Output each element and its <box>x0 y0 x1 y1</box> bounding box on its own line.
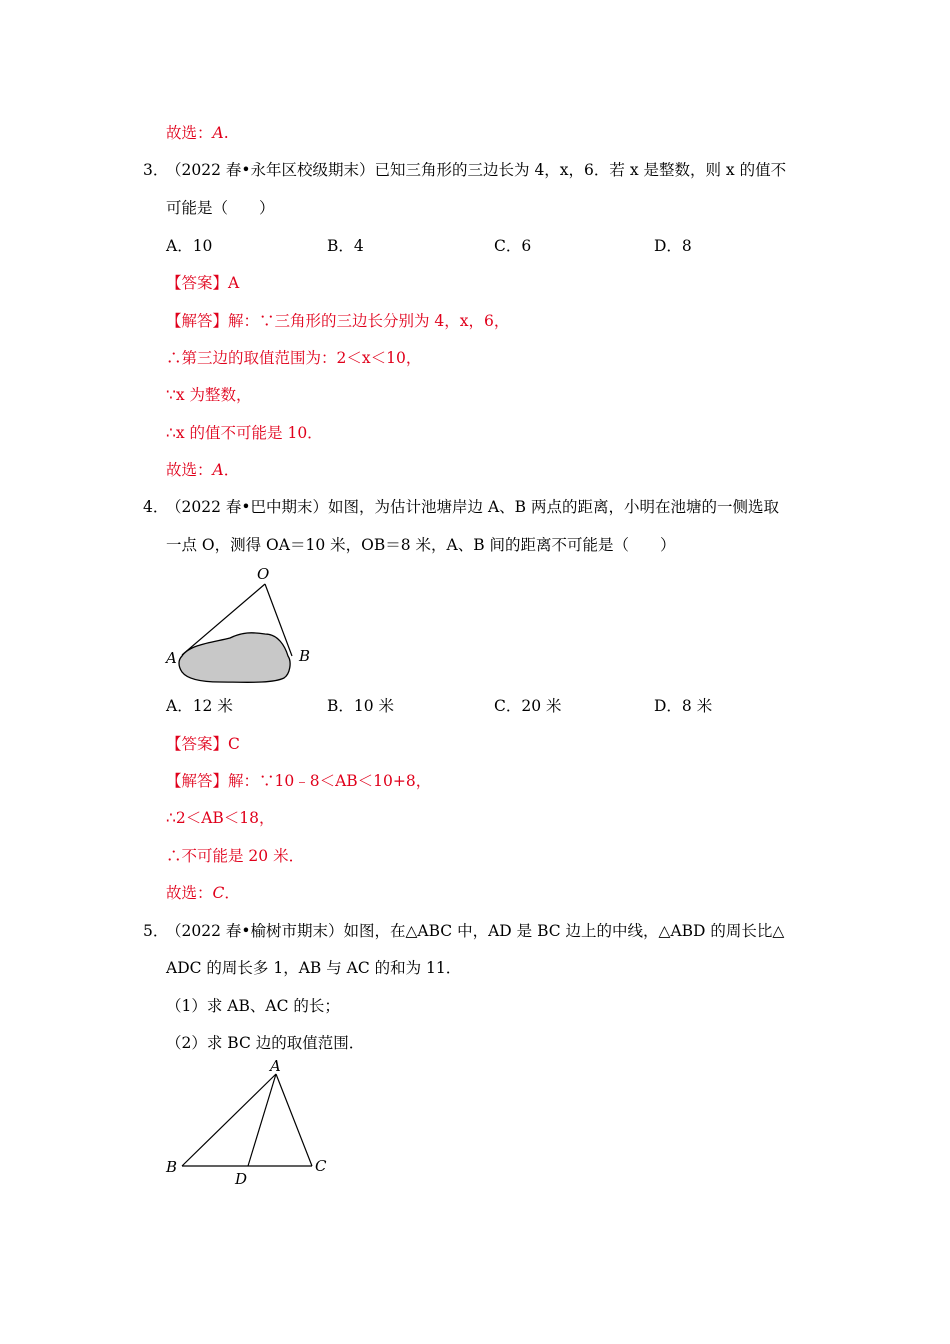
label-a: A <box>270 1058 281 1075</box>
q3-conclusion <box>166 460 239 480</box>
q3-stem-line2: 可能是（ ） <box>166 199 275 217</box>
q3-solution-line3: ∵x 为整数， <box>166 386 252 404</box>
q5-part1: （1）求 AB、AC 的长； <box>166 997 340 1015</box>
q4-option-d: D．8 米 <box>654 697 713 715</box>
q3-solution-line2: ∴第三边的取值范围为：2＜x＜10， <box>166 349 422 367</box>
q4-conclusion-answer: C <box>212 884 225 902</box>
q4-conclusion <box>166 883 240 903</box>
q3-option-c: C．6 <box>494 237 532 255</box>
q3-conclusion-label: 故选： <box>166 461 213 479</box>
q4-option-b: B．10 米 <box>327 697 395 715</box>
q2-conclusion-answer: A <box>212 124 224 142</box>
pond-shape <box>179 633 290 683</box>
q2-conclusion-label: 故选： <box>166 124 213 142</box>
q5-part2: （2）求 BC 边的取值范围． <box>166 1034 365 1052</box>
q4-answer: 【答案】C <box>166 735 240 753</box>
q4-solution-line2: ∴2＜AB＜18， <box>166 809 275 827</box>
q4-solution-line1: 【解答】解：∵10﹣8＜AB＜10+8， <box>166 772 432 790</box>
q4-stem-line1: （2022 春•巴中期末）如图，为估计池塘岸边 A、B 两点的距离，小明在池塘的一侧选取 <box>166 498 779 516</box>
q3-option-a: A．10 <box>166 237 213 255</box>
label-a: A <box>166 649 177 667</box>
q5-triangle-figure <box>160 1058 340 1188</box>
q3-conclusion-end: ． <box>223 461 240 479</box>
q5-stem-line2: ADC 的周长多 1，AB 与 AC 的和为 11． <box>166 959 462 977</box>
label-d: D <box>235 1170 248 1188</box>
q3-conclusion-answer: A <box>212 461 224 479</box>
q4-stem-line2: 一点 O，测得 OA＝10 米，OB＝8 米，A、B 间的距离不可能是（ ） <box>166 536 676 554</box>
q4-option-a: A．12 米 <box>166 697 233 715</box>
q4-option-c: C．20 米 <box>494 697 562 715</box>
q3-solution-line4: ∴x 的值不可能是 10． <box>166 424 323 442</box>
q5-stem-line1: （2022 春•榆树市期末）如图，在△ABC 中，AD 是 BC 边上的中线，△ABD 的周长比△ <box>166 922 785 940</box>
q2-conclusion <box>166 123 229 143</box>
side-ac <box>276 1074 312 1166</box>
label-b: B <box>166 1158 178 1176</box>
q3-solution-line1: 【解答】解：∵三角形的三边长分别为 4，x，6， <box>166 312 510 330</box>
q3-number: 3． <box>143 161 169 179</box>
label-c: C <box>315 1157 327 1175</box>
q4-conclusion-label: 故选： <box>166 884 213 902</box>
q4-conclusion-end: ． <box>224 884 240 902</box>
label-b: B <box>299 647 311 665</box>
q3-option-d: D．8 <box>654 237 692 255</box>
q2-conclusion-end: . <box>223 124 229 142</box>
q3-option-b: B．4 <box>327 237 364 255</box>
q4-pond-figure <box>160 562 330 692</box>
q4-solution-line3: ∴不可能是 20 米． <box>166 847 305 865</box>
q3-answer: 【答案】A <box>166 274 240 292</box>
q4-number: 4． <box>143 498 169 516</box>
q3-stem-line1: （2022 春•永年区校级期末）已知三角形的三边长为 4，x，6．若 x 是整数，则 x 的值不 <box>166 161 787 179</box>
q5-number: 5． <box>143 922 169 940</box>
label-o: O <box>257 565 270 583</box>
